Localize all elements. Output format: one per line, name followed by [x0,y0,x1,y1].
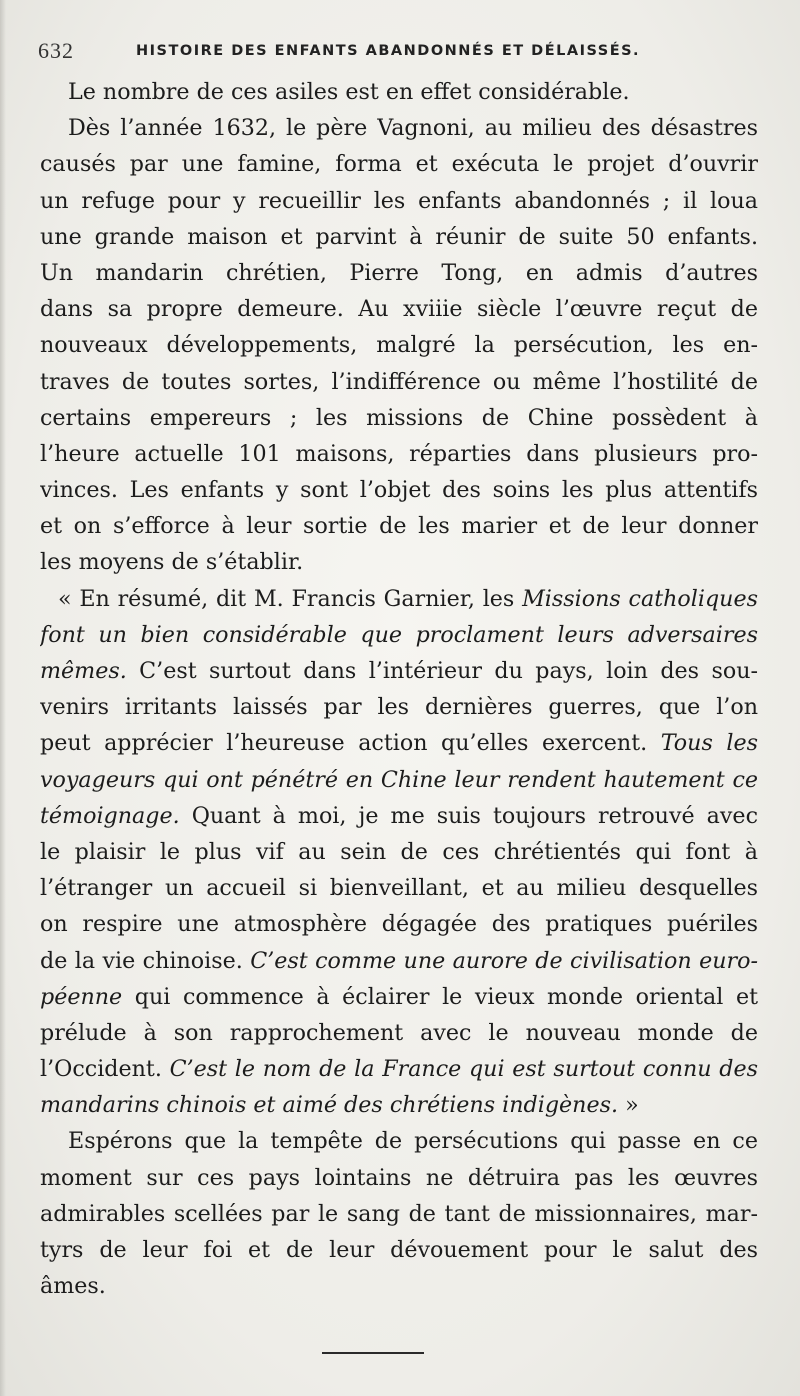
text-line: dans sa propre demeure. Au xviiie siècle l’œuvre reçut de [40,296,758,323]
text-line [40,943,758,979]
text-line: admirables scellées par le sang de tant de missionnaires, mar- [40,1200,758,1227]
page-header [38,38,768,68]
text-line: l’heure actuelle 101 maisons, réparties dans plusieurs pro- [40,440,758,467]
text-line [40,581,758,617]
text-line [40,1087,758,1123]
page-edge-shadow [0,0,6,1396]
text-line: on respire une atmosphère dégagée des pratiques puériles [40,911,758,938]
italic-run: font un bien considérable que proclament leurs adversaires [40,621,758,648]
end-rule [322,1352,424,1354]
italic-run: C’est comme une aurore de civilisation euro- [250,947,758,974]
text-run: » [618,1092,639,1119]
text-line: Un mandarin chrétien, Pierre Tong, en admis d’autres [40,259,758,286]
text-line: les moyens de s’établir. [40,549,304,576]
italic-run: péenne [40,983,123,1010]
text-run: qui commence à éclairer le vieux monde oriental et [122,983,758,1010]
text-line: moment sur ces pays lointains ne détruira pas les œuvres [40,1164,758,1191]
text-run: Quant à moi, je me suis toujours retrouvé avec [179,802,758,829]
text-line: âmes. [40,1273,106,1300]
text-line: nouveaux développements, malgré la persécution, les en- [40,332,758,359]
text-line: Dès l’année 1632, le père Vagnoni, au milieu des désastres [68,115,758,142]
text-line: l’étranger un accueil si bienveillant, et au milieu desquelles [40,875,758,902]
text-line: traves de toutes sortes, l’indifférence ou même l’hostilité de [40,368,758,395]
text-line: prélude à son rapprochement avec le nouveau monde de [40,1019,758,1046]
text-line [40,762,758,798]
italic-run: voyageurs qui ont pénétré en Chine leur rendent hautement ce [40,766,758,793]
text-line: tyrs de leur foi et de leur dévouement pour le salut des [40,1237,758,1263]
text-line: venirs irritants laissés par les dernières guerres, que l’on [40,694,758,721]
text-run: l’Occident. [40,1056,170,1083]
text-line: une grande maison et parvint à réunir de suite 50 enfants. [40,223,758,250]
italic-run: Missions catholiques [522,585,758,612]
page-number: 632 [38,38,74,63]
text-line [40,1051,758,1087]
text-line [40,798,758,834]
text-run: de la vie chinoise. [40,947,251,974]
text-line [40,617,758,653]
text-line: causés par une famine, forma et exécuta le projet d’ouvrir [40,151,758,178]
text-line: vinces. Les enfants y sont l’objet des soins les plus attentifs [40,477,758,504]
text-line [40,653,758,689]
text-run: « En résumé, dit M. Francis Garnier, les [58,585,523,612]
body-text [40,74,758,1304]
italic-run: C’est le nom de la France qui est surtout connu des [169,1056,758,1083]
text-run: C’est surtout dans l’intérieur du pays, loin des sou- [126,658,758,684]
text-run: peut apprécier l’heureuse action qu’elles exercent. [40,730,661,757]
italic-run: témoignage. [40,802,180,829]
text-line: et on s’efforce à leur sortie de les marier et de leur donner [40,513,758,540]
text-line [40,725,758,761]
italic-run: mandarins chinois et aimé des chrétiens indigènes. [40,1092,619,1119]
running-head: HISTOIRE DES ENFANTS ABANDONNÉS ET DÉLAISSÉS. [136,43,641,59]
text-line: Espérons que la tempête de persécutions qui passe en ce [68,1128,758,1155]
italic-run: Tous les [660,730,758,757]
text-line: un refuge pour y recueillir les enfants abandonnés ; il loua [40,187,758,214]
text-line: le plaisir le plus vif au sein de ces chrétientés qui font à [40,838,758,865]
text-line: Le nombre de ces asiles est en effet considérable. [68,79,630,105]
text-line: certains empereurs ; les missions de Chine possèdent à [40,404,758,431]
text-line [40,979,758,1015]
italic-run: mêmes. [40,658,127,684]
